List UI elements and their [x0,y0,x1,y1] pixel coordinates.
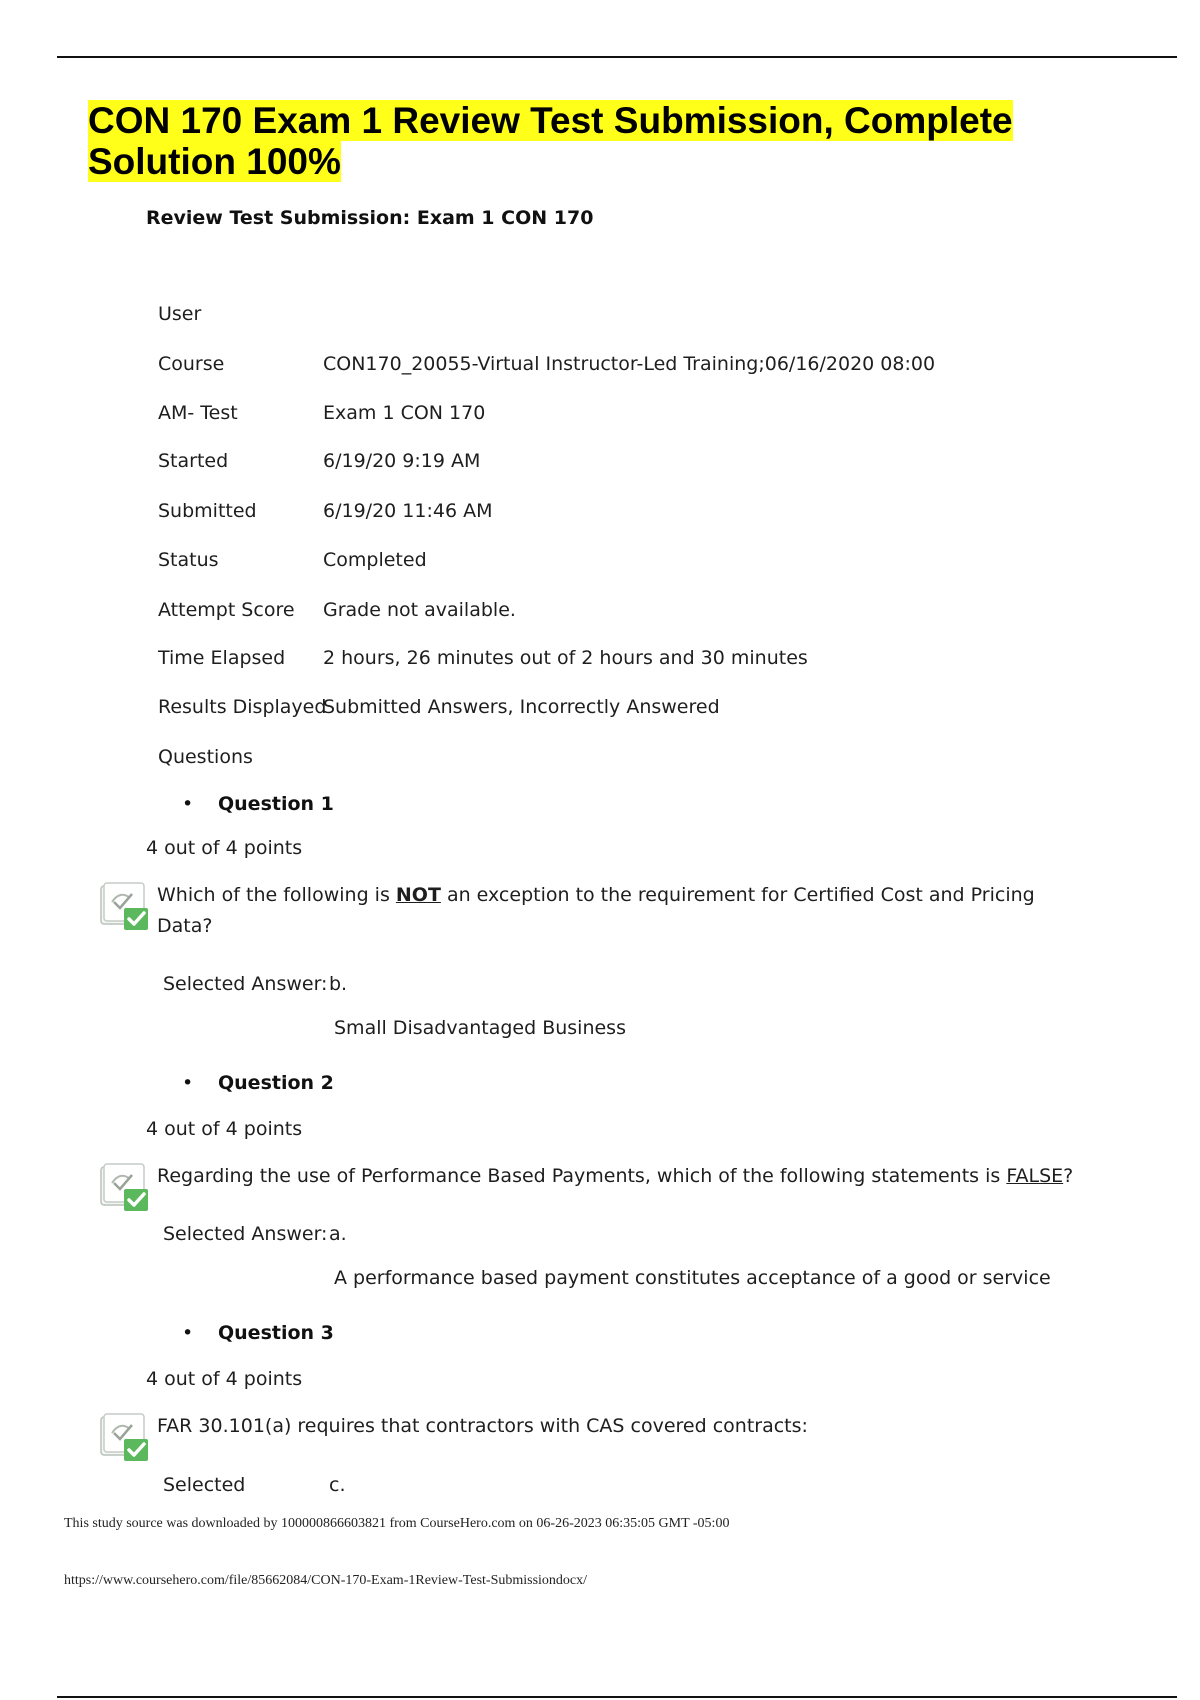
info-value: Submitted Answers, Incorrectly Answered [323,696,720,718]
question-title: Question 3 [218,1322,334,1344]
bullet: • [182,1322,194,1344]
selected-answer-letter-3: c. [329,1474,346,1496]
question-emphasis: NOT [395,884,441,906]
top-rule [57,56,1177,58]
bottom-rule [57,1696,1177,1698]
info-value: 2 hours, 26 minutes out of 2 hours and 30 minutes [323,647,808,669]
question-text-2 [157,1161,1077,1192]
info-label: Questions [158,746,253,768]
page-title: CON 170 Exam 1 Review Test Submission, Complete Solution 100% [88,100,1013,182]
question-text-1 [157,880,1037,942]
question-text-part: FAR 30.101(a) requires that contractors with CAS covered contracts: [157,1415,808,1437]
selected-answer-label-2: Selected Answer: [163,1223,328,1245]
question-title: Question 1 [218,793,334,815]
selected-answer-label-1: Selected Answer: [163,973,328,995]
info-label: AM- Test [158,402,238,424]
info-label: Started [158,450,229,472]
info-label: Status [158,549,219,571]
question-points-2: 4 out of 4 points [146,1118,303,1140]
question-text-3 [157,1411,1037,1442]
source-url[interactable]: https://www.coursehero.com/file/85662084/CON-170-Exam-1Review-Test-Submissiondocx/ [64,1573,588,1588]
selected-answer-text-1: Small Disadvantaged Business [334,1017,626,1039]
info-label: Attempt Score [158,599,295,621]
question-points-1: 4 out of 4 points [146,837,303,859]
info-label: User [158,303,202,325]
selected-answer-letter-2: a. [329,1223,347,1245]
info-label: Time Elapsed [158,647,286,669]
question-emphasis: FALSE [1006,1165,1064,1187]
question-points-3: 4 out of 4 points [146,1368,303,1390]
question-text-part: an exception to the requirement for Certified Cost and Pricing Data? [157,884,1035,937]
selected-answer-letter-1: b. [329,973,348,995]
subtitle: Review Test Submission: Exam 1 CON 170 [146,207,594,229]
bullet: • [182,793,194,815]
bullet: • [182,1072,194,1094]
question-text-part: Which of the following is [157,884,396,906]
info-label: Submitted [158,500,257,522]
question-title: Question 2 [218,1072,334,1094]
info-value: Completed [323,549,427,571]
correct-answer-check-icon [98,1411,150,1463]
info-value: Grade not available. [323,599,516,621]
selected-answer-label-3: Selected [163,1474,246,1496]
correct-answer-check-icon [98,1161,150,1213]
download-note: This study source was downloaded by 100000866603821 from CourseHero.com on 06-26-2023 06:35:05 GMT -05:00 [64,1516,730,1531]
correct-answer-check-icon [98,880,150,932]
question-text-part: Regarding the use of Performance Based Payments, which of the following statements is [157,1165,1007,1187]
question-text-part: ? [1063,1165,1074,1187]
info-label: Course [158,353,225,375]
info-value: CON170_20055-Virtual Instructor-Led Training;06/16/2020 08:00 [323,353,936,375]
info-label: Results Displayed [158,696,327,718]
info-value: Exam 1 CON 170 [323,402,486,424]
info-value: 6/19/20 11:46 AM [323,500,493,522]
selected-answer-text-2: A performance based payment constitutes acceptance of a good or service [334,1267,1051,1289]
info-value: 6/19/20 9:19 AM [323,450,481,472]
